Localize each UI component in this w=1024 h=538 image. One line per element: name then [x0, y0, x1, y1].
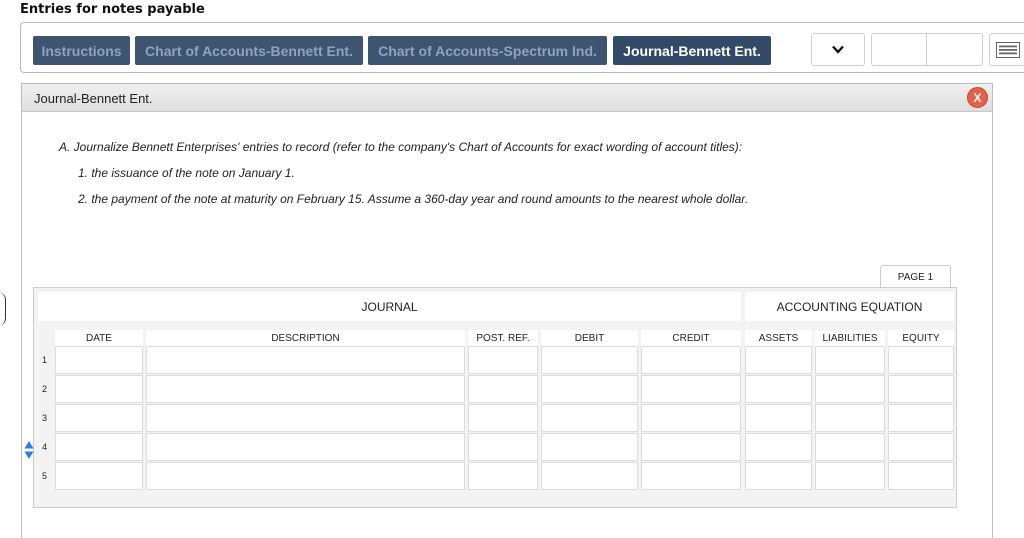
- chevron-down-icon: [832, 45, 844, 54]
- debit-cell[interactable]: [541, 433, 638, 461]
- tab-journal-bennett[interactable]: Journal-Bennett Ent.: [613, 36, 771, 65]
- date-cell[interactable]: [55, 346, 143, 374]
- description-cell[interactable]: [146, 433, 465, 461]
- tab-bar: [20, 22, 1024, 73]
- credit-cell[interactable]: [641, 404, 741, 432]
- credit-cell[interactable]: [641, 346, 741, 374]
- post-ref-cell[interactable]: [468, 462, 538, 490]
- column-header-assets: ASSETS: [745, 330, 812, 347]
- menu-icon: [996, 42, 1020, 58]
- debit-cell[interactable]: [541, 462, 638, 490]
- liabilities-cell[interactable]: [815, 433, 885, 461]
- debit-cell[interactable]: [541, 375, 638, 403]
- liabilities-cell[interactable]: [815, 346, 885, 374]
- left-edge-bracket: [0, 292, 6, 326]
- instruction-item: 1. the issuance of the note on January 1.: [78, 166, 295, 180]
- row-number: 1: [41, 355, 47, 365]
- debit-cell[interactable]: [541, 404, 638, 432]
- liabilities-cell[interactable]: [815, 375, 885, 403]
- panel-title: Journal-Bennett Ent.: [34, 91, 153, 106]
- accounting-equation-header: ACCOUNTING EQUATION: [745, 292, 954, 321]
- credit-cell[interactable]: [641, 375, 741, 403]
- page-tab[interactable]: PAGE 1: [880, 265, 951, 288]
- row-number: 5: [41, 471, 47, 481]
- menu-button[interactable]: [989, 33, 1024, 66]
- column-header-post-ref: POST. REF.: [468, 330, 538, 347]
- date-cell[interactable]: [55, 404, 143, 432]
- post-ref-cell[interactable]: [468, 375, 538, 403]
- equity-cell[interactable]: [888, 433, 954, 461]
- tab-chart-of-accounts-bennett[interactable]: Chart of Accounts-Bennett Ent.: [135, 36, 363, 65]
- column-header-debit: DEBIT: [541, 330, 638, 347]
- equity-cell[interactable]: [888, 346, 954, 374]
- equity-cell[interactable]: [888, 375, 954, 403]
- tab-instructions[interactable]: Instructions: [33, 36, 130, 65]
- dropdown-button[interactable]: [811, 33, 865, 66]
- panel-header: [22, 84, 992, 112]
- column-header-liabilities: LIABILITIES: [815, 330, 885, 347]
- assets-cell[interactable]: [745, 462, 812, 490]
- assets-cell[interactable]: [745, 433, 812, 461]
- page-title: Entries for notes payable: [20, 2, 205, 17]
- column-header-date: DATE: [55, 330, 143, 347]
- assets-cell[interactable]: [745, 375, 812, 403]
- tab-chart-of-accounts-spectrum[interactable]: Chart of Accounts-Spectrum Ind.: [368, 36, 607, 65]
- post-ref-cell[interactable]: [468, 346, 538, 374]
- instruction-item: 2. the payment of the note at maturity on February 15. Assume a 360-day year and round amounts to the nearest whole dollar.: [78, 192, 749, 206]
- equity-cell[interactable]: [888, 462, 954, 490]
- date-cell[interactable]: [55, 433, 143, 461]
- equity-cell[interactable]: [888, 404, 954, 432]
- column-header-equity: EQUITY: [888, 330, 954, 347]
- journal-table: [33, 287, 957, 508]
- post-ref-cell[interactable]: [468, 404, 538, 432]
- column-header-description: DESCRIPTION: [146, 330, 465, 347]
- close-button[interactable]: X: [967, 87, 988, 108]
- column-header-credit: CREDIT: [641, 330, 741, 347]
- credit-cell[interactable]: [641, 462, 741, 490]
- post-ref-cell[interactable]: [468, 433, 538, 461]
- nav-slot-1[interactable]: [871, 33, 927, 66]
- liabilities-cell[interactable]: [815, 462, 885, 490]
- nav-slot-2[interactable]: [927, 33, 983, 66]
- date-cell[interactable]: [55, 375, 143, 403]
- row-number: 3: [41, 413, 47, 423]
- row-number: 4: [41, 442, 47, 452]
- row-number: 2: [41, 384, 47, 394]
- liabilities-cell[interactable]: [815, 404, 885, 432]
- description-cell[interactable]: [146, 375, 465, 403]
- row-spinner-icon[interactable]: [24, 440, 34, 460]
- instruction-a: A. Journalize Bennett Enterprises' entries to record (refer to the company's Chart of Accounts for exact wording of account titles):: [59, 140, 743, 154]
- journal-section-header: JOURNAL: [38, 292, 741, 321]
- assets-cell[interactable]: [745, 404, 812, 432]
- description-cell[interactable]: [146, 404, 465, 432]
- debit-cell[interactable]: [541, 346, 638, 374]
- description-cell[interactable]: [146, 346, 465, 374]
- date-cell[interactable]: [55, 462, 143, 490]
- credit-cell[interactable]: [641, 433, 741, 461]
- description-cell[interactable]: [146, 462, 465, 490]
- assets-cell[interactable]: [745, 346, 812, 374]
